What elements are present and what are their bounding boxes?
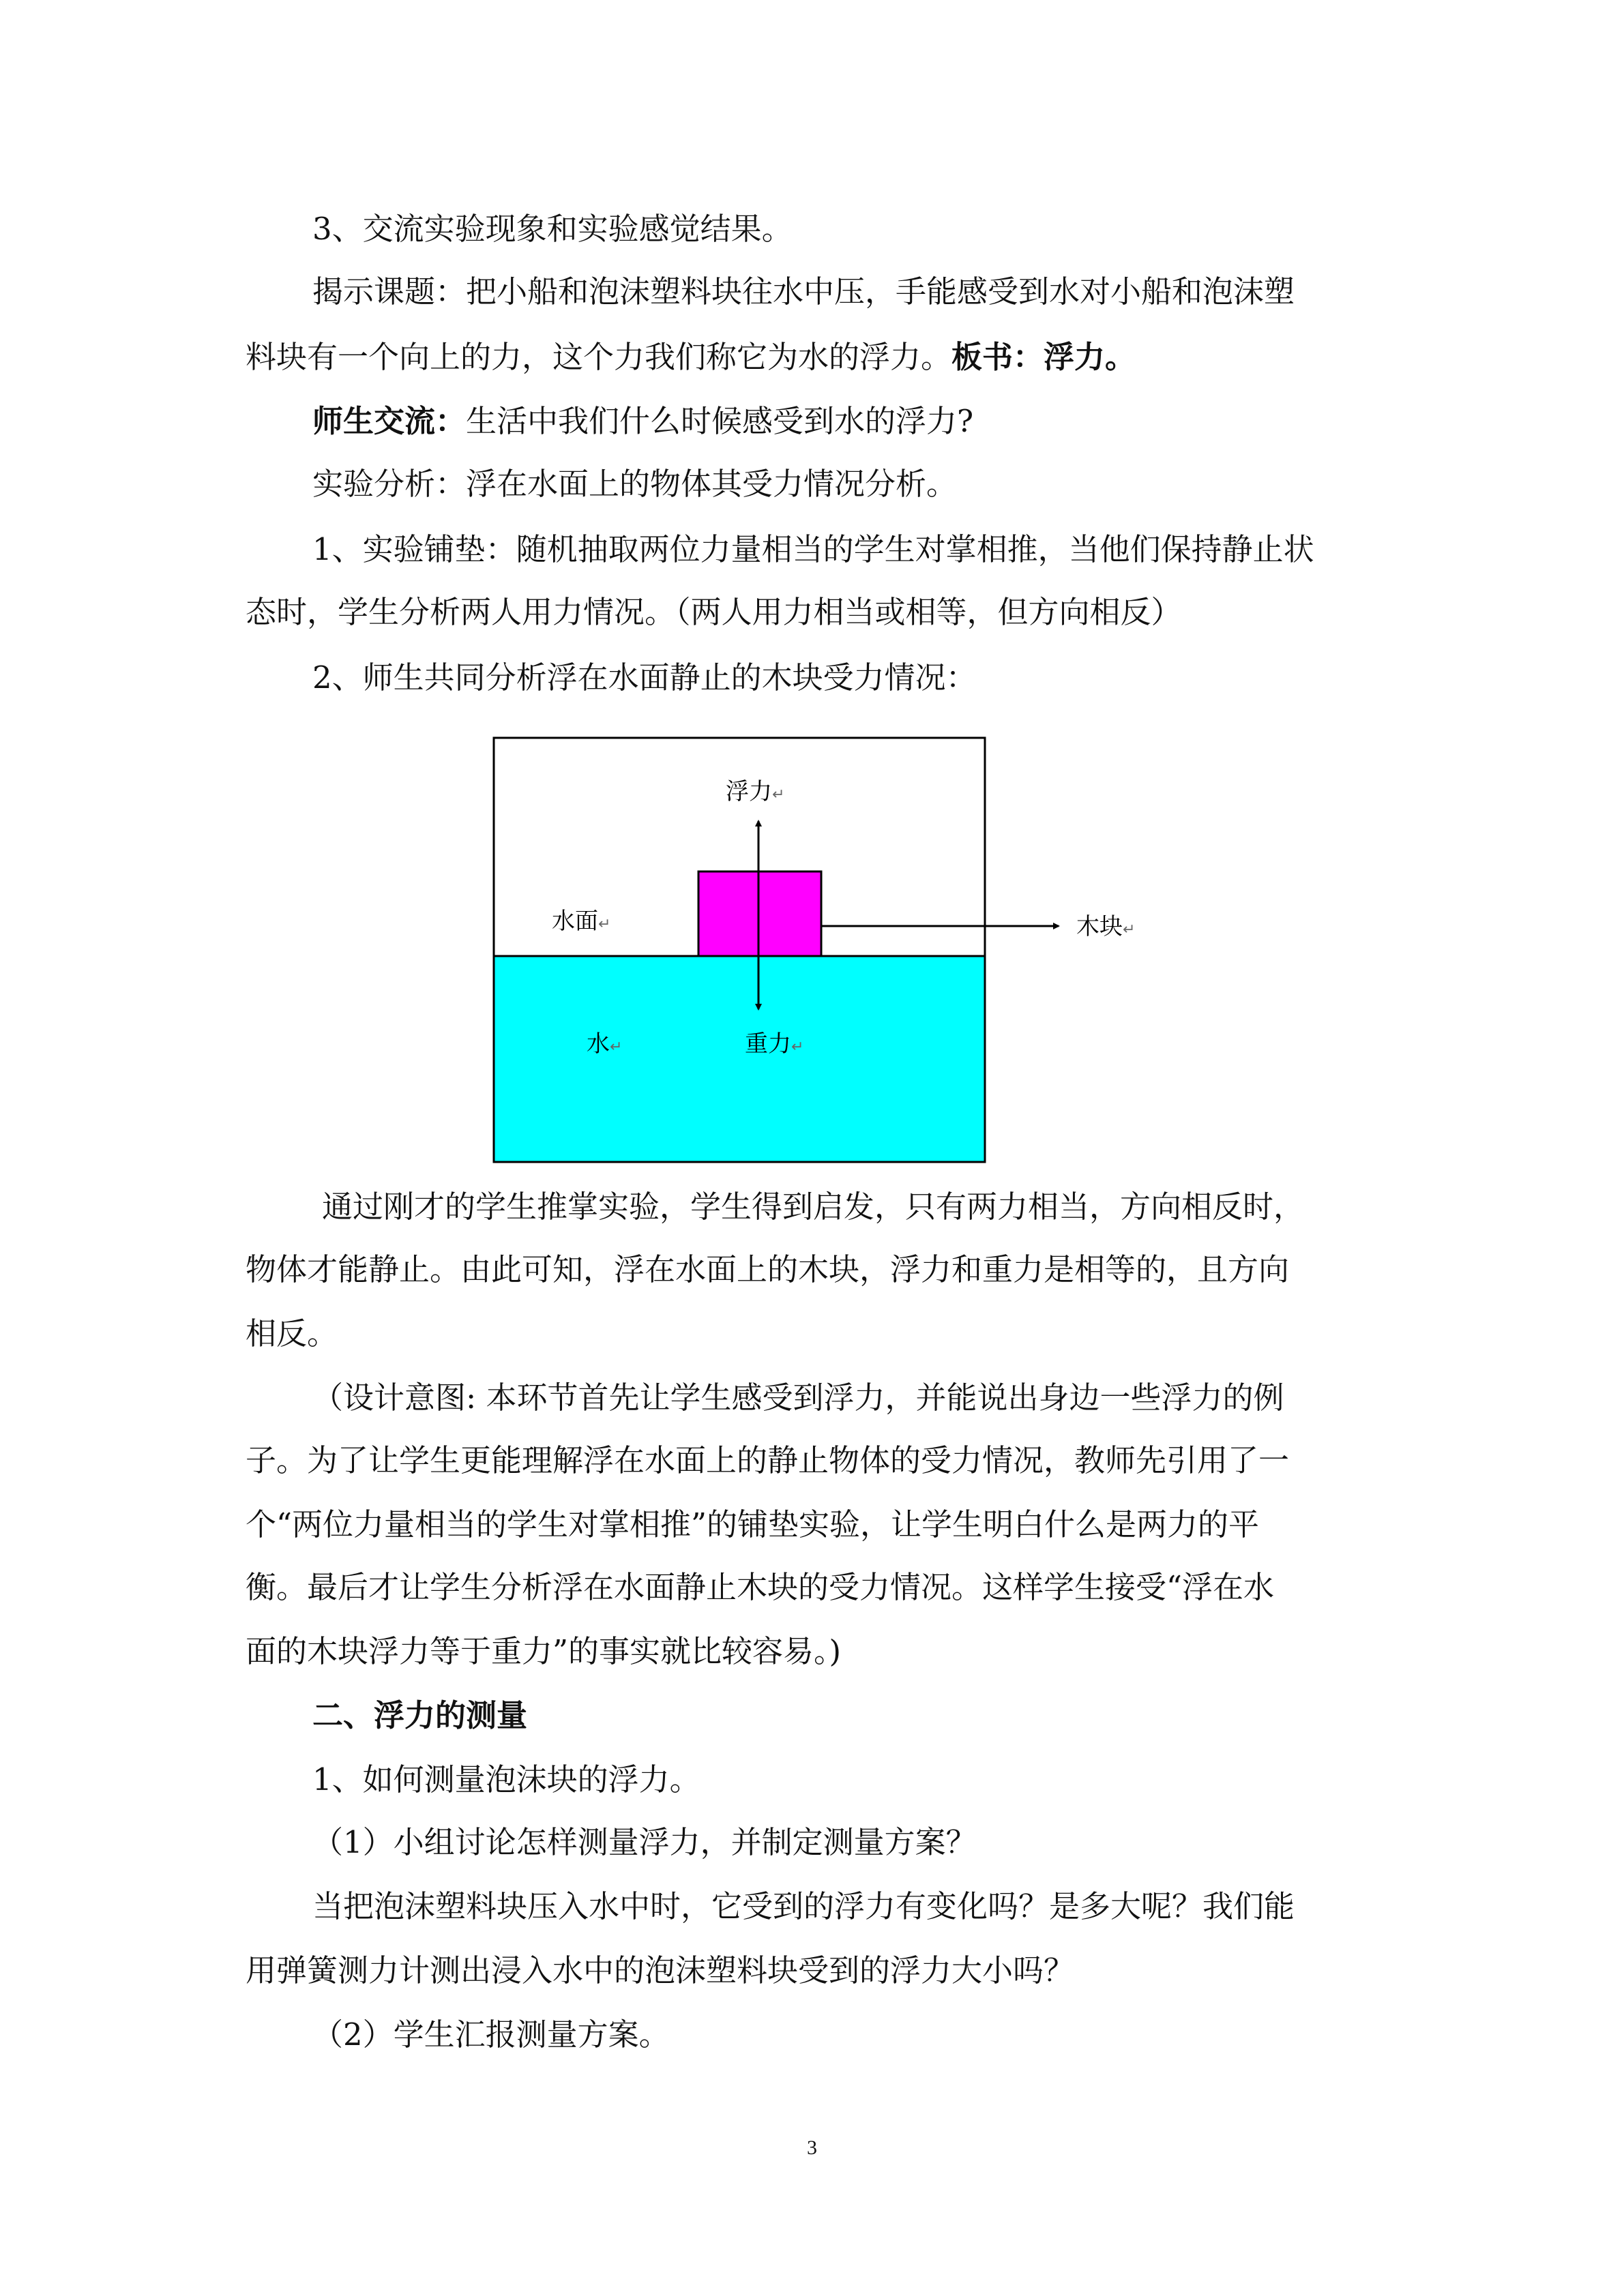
paragraph-1: 3、交流实验现象和实验感觉结果。 [312, 211, 793, 247]
paragraph-5-line-1: 1、实验铺垫：随机抽取两位力量相当的学生对掌相推，当他们保持静止状 [312, 531, 1314, 567]
paragraph-5-line-2: 态时，学生分析两人用力情况。（两人用力相当或相等，但方向相反） [246, 594, 1182, 630]
design-intent-line-2: 子。为了让学生更能理解浮在水面上的静止物体的受力情况，教师先引用了一 [246, 1442, 1290, 1478]
label-water-surface: 水面↵ [552, 908, 611, 935]
label-buoyancy: 浮力↵ [726, 778, 785, 805]
paragraph-2-line-1: 揭示课题：把小船和泡沫塑料块往水中压，手能感受到水对小船和泡沫塑 [312, 273, 1295, 310]
paragraph-3-text: 生活中我们什么时候感受到水的浮力? [466, 403, 974, 439]
label-block: 木块↵ [1076, 913, 1136, 940]
paragraph-10: （1）小组讨论怎样测量浮力，并制定测量方案？ [312, 1824, 977, 1860]
wooden-block [698, 871, 821, 956]
paragraph-9: 1、如何测量泡沫块的浮力。 [312, 1761, 700, 1798]
label-gravity: 重力↵ [745, 1030, 804, 1058]
label-water: 水↵ [587, 1030, 623, 1058]
paragraph-7-line-3: 相反。 [246, 1315, 338, 1352]
paragraph-7-line-1: 通过刚才的学生推掌实验，学生得到启发，只有两力相当，方向相反时， [322, 1189, 1305, 1225]
design-intent-line-3: 个“两位力量相当的学生对掌相推”的铺垫实验，让学生明白什么是两力的平 [246, 1506, 1260, 1542]
section-heading: 二、浮力的测量 [312, 1697, 528, 1733]
design-intent-line-4: 衡。最后才让学生分析浮在水面静止木块的受力情况。这样学生接受“浮在水 [246, 1569, 1275, 1605]
board-note: 板书：浮力。 [951, 339, 1136, 375]
design-intent-line-1: （设计意图: 本环节首先让学生感受到浮力，并能说出身边一些浮力的例 [312, 1380, 1284, 1416]
paragraph-11-line-1: 当把泡沫塑料块压入水中时，它受到的浮力有变化吗？是多大呢？我们能 [312, 1888, 1295, 1924]
buoyancy-diagram [492, 736, 1147, 1176]
design-intent-line-5: 面的木块浮力等于重力”的事实就比较容易。) [246, 1633, 842, 1669]
paragraph-7-line-2: 物体才能静止。由此可知，浮在水面上的木块，浮力和重力是相等的，且方向 [246, 1251, 1290, 1287]
teacher-student-label: 师生交流： [312, 403, 467, 439]
paragraph-2-line-2 [246, 326, 1378, 389]
paragraph-6: 2、师生共同分析浮在水面静止的木块受力情况： [312, 659, 977, 696]
paragraph-11-line-2: 用弹簧测力计测出浸入水中的泡沫塑料块受到的浮力大小吗？ [246, 1952, 1075, 1988]
paragraph-12: （2）学生汇报测量方案。 [312, 2016, 670, 2053]
page-number: 3 [807, 2136, 817, 2159]
water-area [494, 956, 985, 1162]
paragraph-4: 实验分析：浮在水面上的物体其受力情况分析。 [312, 466, 958, 502]
paragraph-3 [312, 390, 1445, 453]
paragraph-2-text: 料块有一个向上的力，这个力我们称它为水的浮力。 [246, 339, 952, 375]
